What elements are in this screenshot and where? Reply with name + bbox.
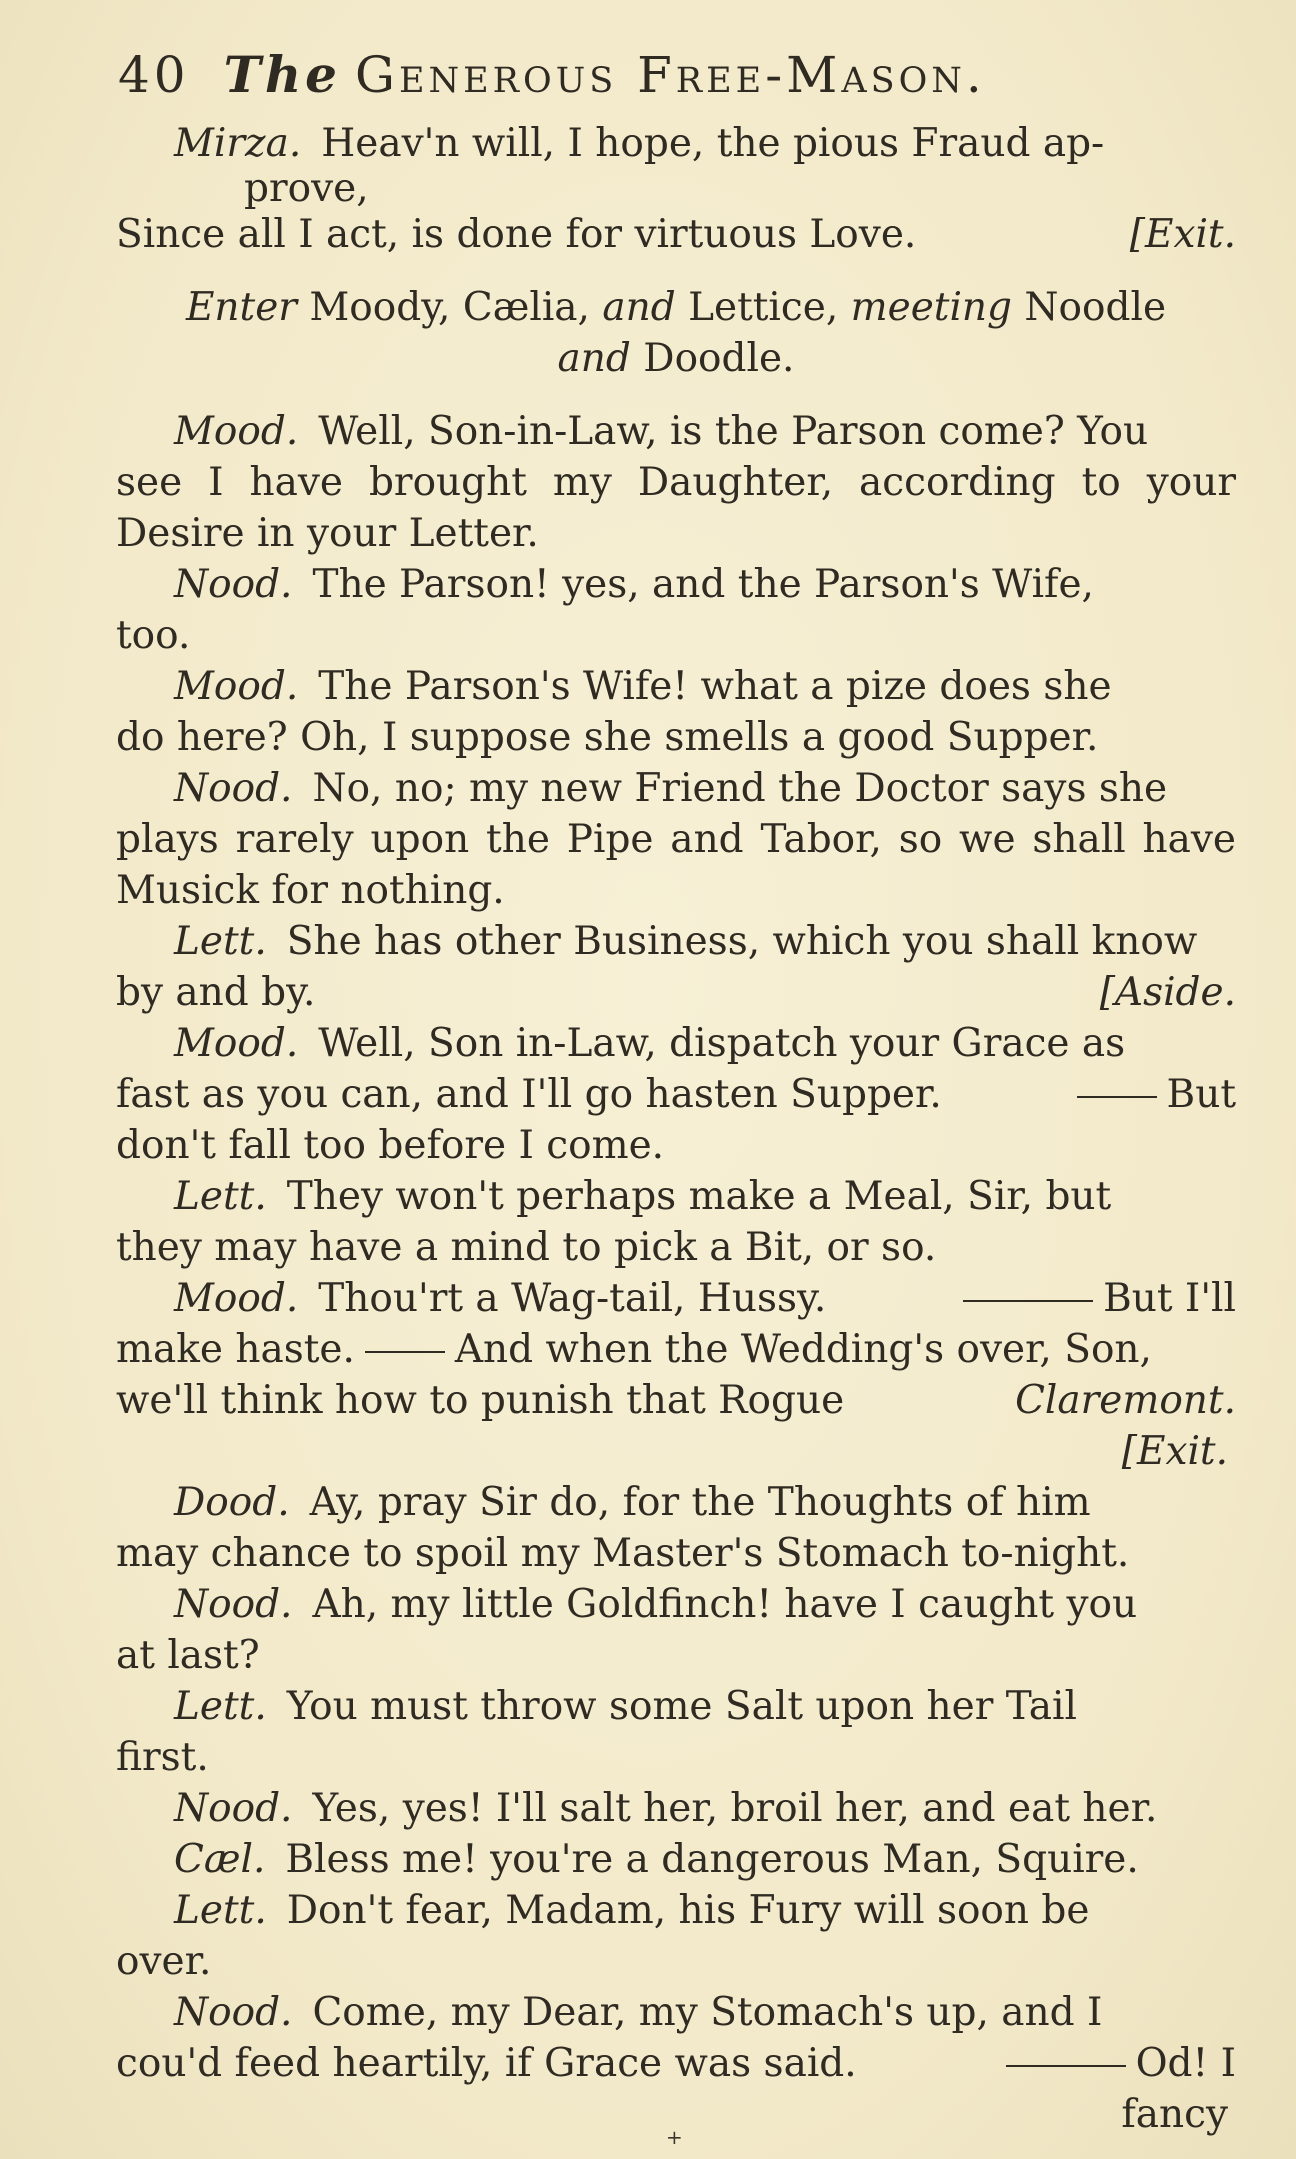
speaker-name: Lett. bbox=[174, 1684, 267, 1729]
speaker-name: Mood. bbox=[174, 664, 299, 709]
speech-text: don't fall too before I come. bbox=[116, 1123, 665, 1168]
text-line bbox=[116, 166, 1236, 211]
text-line bbox=[116, 916, 1236, 967]
speech-text: No, no; my new Friend the Doctor says she bbox=[312, 766, 1168, 811]
text-line bbox=[116, 1120, 1236, 1171]
character-name: Claremont. bbox=[1015, 1378, 1236, 1423]
speech-text: see I have brought my Daughter, according to your bbox=[116, 460, 1236, 505]
speech-text: plays rarely upon the Pipe and Tabor, so we shall have bbox=[116, 817, 1236, 862]
text-line bbox=[116, 1732, 1236, 1783]
speech-text: Heav'n will, I hope, the pious Fraud ap- bbox=[321, 121, 1105, 166]
speech-text: Musick for nothing. bbox=[116, 868, 505, 913]
speech-text: prove, bbox=[244, 166, 369, 211]
exit-direction: [Exit. bbox=[1129, 212, 1236, 257]
speaker-name: Mood. bbox=[174, 409, 299, 454]
text-line bbox=[116, 1273, 1236, 1324]
printer-mark: + bbox=[666, 2125, 683, 2149]
direction-word: and bbox=[557, 336, 631, 381]
speech-text: Desire in your Letter. bbox=[116, 511, 539, 556]
speech-text: Come, my Dear, my Stomach's up, and I bbox=[312, 1990, 1103, 2035]
speech-text: they may have a mind to pick a Bit, or so. bbox=[116, 1225, 937, 1270]
speaker-name: Nood. bbox=[174, 562, 293, 607]
text-line bbox=[116, 1171, 1236, 1222]
speech-text: cou'd feed heartily, if Grace was said. bbox=[116, 2041, 857, 2086]
text-line bbox=[116, 1426, 1236, 1477]
speech-text: too. bbox=[116, 613, 191, 658]
text-line bbox=[116, 610, 1236, 661]
em-dash-rule bbox=[1006, 2065, 1126, 2067]
text-line bbox=[116, 2038, 1236, 2089]
running-header bbox=[118, 40, 1198, 110]
em-dash-rule bbox=[963, 1300, 1093, 1302]
text-line bbox=[116, 457, 1236, 508]
speaker-name: Nood. bbox=[174, 766, 293, 811]
text-line bbox=[116, 209, 1236, 260]
text-line bbox=[116, 712, 1236, 763]
speaker-name: Dood. bbox=[174, 1480, 290, 1525]
spacer bbox=[116, 384, 1236, 406]
em-dash-rule bbox=[1077, 1096, 1157, 1098]
speech-text: And when the Wedding's over, Son, bbox=[454, 1327, 1152, 1372]
direction-word: and bbox=[602, 285, 676, 330]
speech-text: Bless me! you're a dangerous Man, Squire. bbox=[285, 1837, 1139, 1882]
em-dash-rule bbox=[365, 1351, 445, 1353]
speech-text: we'll think how to punish that Rogue bbox=[116, 1378, 845, 1423]
speech-text: But I'll bbox=[1103, 1276, 1236, 1321]
aside-direction: [Aside. bbox=[1099, 970, 1236, 1015]
spacer bbox=[116, 260, 1236, 282]
text-line bbox=[116, 1834, 1236, 1885]
character-name: Lettice, bbox=[688, 285, 839, 330]
speaker-name: Lett. bbox=[174, 1888, 267, 1933]
text-line bbox=[116, 865, 1236, 916]
text-line bbox=[116, 1528, 1236, 1579]
text-line bbox=[116, 1936, 1236, 1987]
text-line bbox=[116, 406, 1236, 457]
text-line bbox=[116, 508, 1236, 559]
stage-direction bbox=[116, 282, 1236, 333]
speech-text: The Parson's Wife! what a pize does she bbox=[318, 664, 1112, 709]
direction-word: Enter bbox=[185, 285, 297, 330]
text-line bbox=[116, 1375, 1236, 1426]
speech-text: first. bbox=[116, 1735, 209, 1780]
text-line bbox=[116, 1477, 1236, 1528]
text-line bbox=[116, 1681, 1236, 1732]
speech-text: The Parson! yes, and the Parson's Wife, bbox=[312, 562, 1094, 607]
speech-text: Don't fear, Madam, his Fury will soon be bbox=[286, 1888, 1090, 1933]
character-name: Doodle. bbox=[643, 336, 795, 381]
text-line bbox=[116, 559, 1236, 610]
play-text bbox=[116, 118, 1236, 2140]
speech-text: Od! I bbox=[1135, 2041, 1236, 2086]
stage-direction bbox=[116, 333, 1236, 384]
text-line bbox=[116, 967, 1236, 1018]
speech-text: Yes, yes! I'll salt her, broil her, and eat her. bbox=[312, 1786, 1158, 1831]
text-line bbox=[116, 814, 1236, 865]
speech-text: You must throw some Salt upon her Tail bbox=[286, 1684, 1077, 1729]
speech-text: by and by. bbox=[116, 970, 316, 1015]
text-line bbox=[116, 1987, 1236, 2038]
direction-word: meeting bbox=[850, 285, 1013, 330]
character-name: Moody, bbox=[309, 285, 451, 330]
speech-text: Thou'rt a Wag-tail, Hussy. bbox=[318, 1276, 827, 1321]
speaker-name: Lett. bbox=[174, 919, 267, 964]
speaker-name: Cæl. bbox=[174, 1837, 266, 1882]
speaker-name: Nood. bbox=[174, 1786, 293, 1831]
text-line bbox=[116, 118, 1236, 169]
text-line bbox=[116, 1579, 1236, 1630]
speech-text: at last? bbox=[116, 1633, 260, 1678]
exit-direction: [Exit. bbox=[1121, 1429, 1228, 1474]
page-number: 40 bbox=[118, 46, 190, 104]
text-line bbox=[116, 1783, 1236, 1834]
speech-text: Ay, pray Sir do, for the Thoughts of him bbox=[309, 1480, 1091, 1525]
speech-text: Well, Son in-Law, dispatch your Grace as bbox=[318, 1021, 1126, 1066]
text-line bbox=[116, 1222, 1236, 1273]
text-line bbox=[116, 1885, 1236, 1936]
text-line bbox=[116, 1069, 1236, 1120]
catchword-text: fancy bbox=[1121, 2092, 1228, 2137]
speech-text: But bbox=[1166, 1072, 1236, 1117]
speaker-name: Mirza. bbox=[174, 121, 302, 166]
character-name: Cælia, bbox=[462, 285, 590, 330]
speech-text: over. bbox=[116, 1939, 212, 1984]
speech-text: They won't perhaps make a Meal, Sir, but bbox=[286, 1174, 1112, 1219]
speech-text: She has other Business, which you shall know bbox=[286, 919, 1198, 964]
text-line bbox=[116, 1630, 1236, 1681]
text-line bbox=[116, 763, 1236, 814]
speech-text: Well, Son-in-Law, is the Parson come? You bbox=[318, 409, 1149, 454]
text-line bbox=[116, 1324, 1236, 1375]
text-line bbox=[116, 1018, 1236, 1069]
speaker-name: Mood. bbox=[174, 1276, 299, 1321]
text-line bbox=[116, 661, 1236, 712]
speaker-name: Nood. bbox=[174, 1582, 293, 1627]
speech-text: Ah, my little Goldfinch! have I caught you bbox=[312, 1582, 1138, 1627]
speech-text: may chance to spoil my Master's Stomach to-night. bbox=[116, 1531, 1130, 1576]
speaker-name: Lett. bbox=[174, 1174, 267, 1219]
speech-text: Since all I act, is done for virtuous Love. bbox=[116, 212, 917, 257]
header-the: The bbox=[223, 45, 341, 104]
speaker-name: Mood. bbox=[174, 1021, 299, 1066]
speech-text: make haste. bbox=[116, 1327, 355, 1372]
speaker-name: Nood. bbox=[174, 1990, 293, 2035]
running-title: Generous Free-Mason. bbox=[355, 46, 986, 104]
character-name: Noodle bbox=[1024, 285, 1167, 330]
speech-text: do here? Oh, I suppose she smells a good Supper. bbox=[116, 715, 1099, 760]
speech-text: fast as you can, and I'll go hasten Supper. bbox=[116, 1072, 942, 1117]
